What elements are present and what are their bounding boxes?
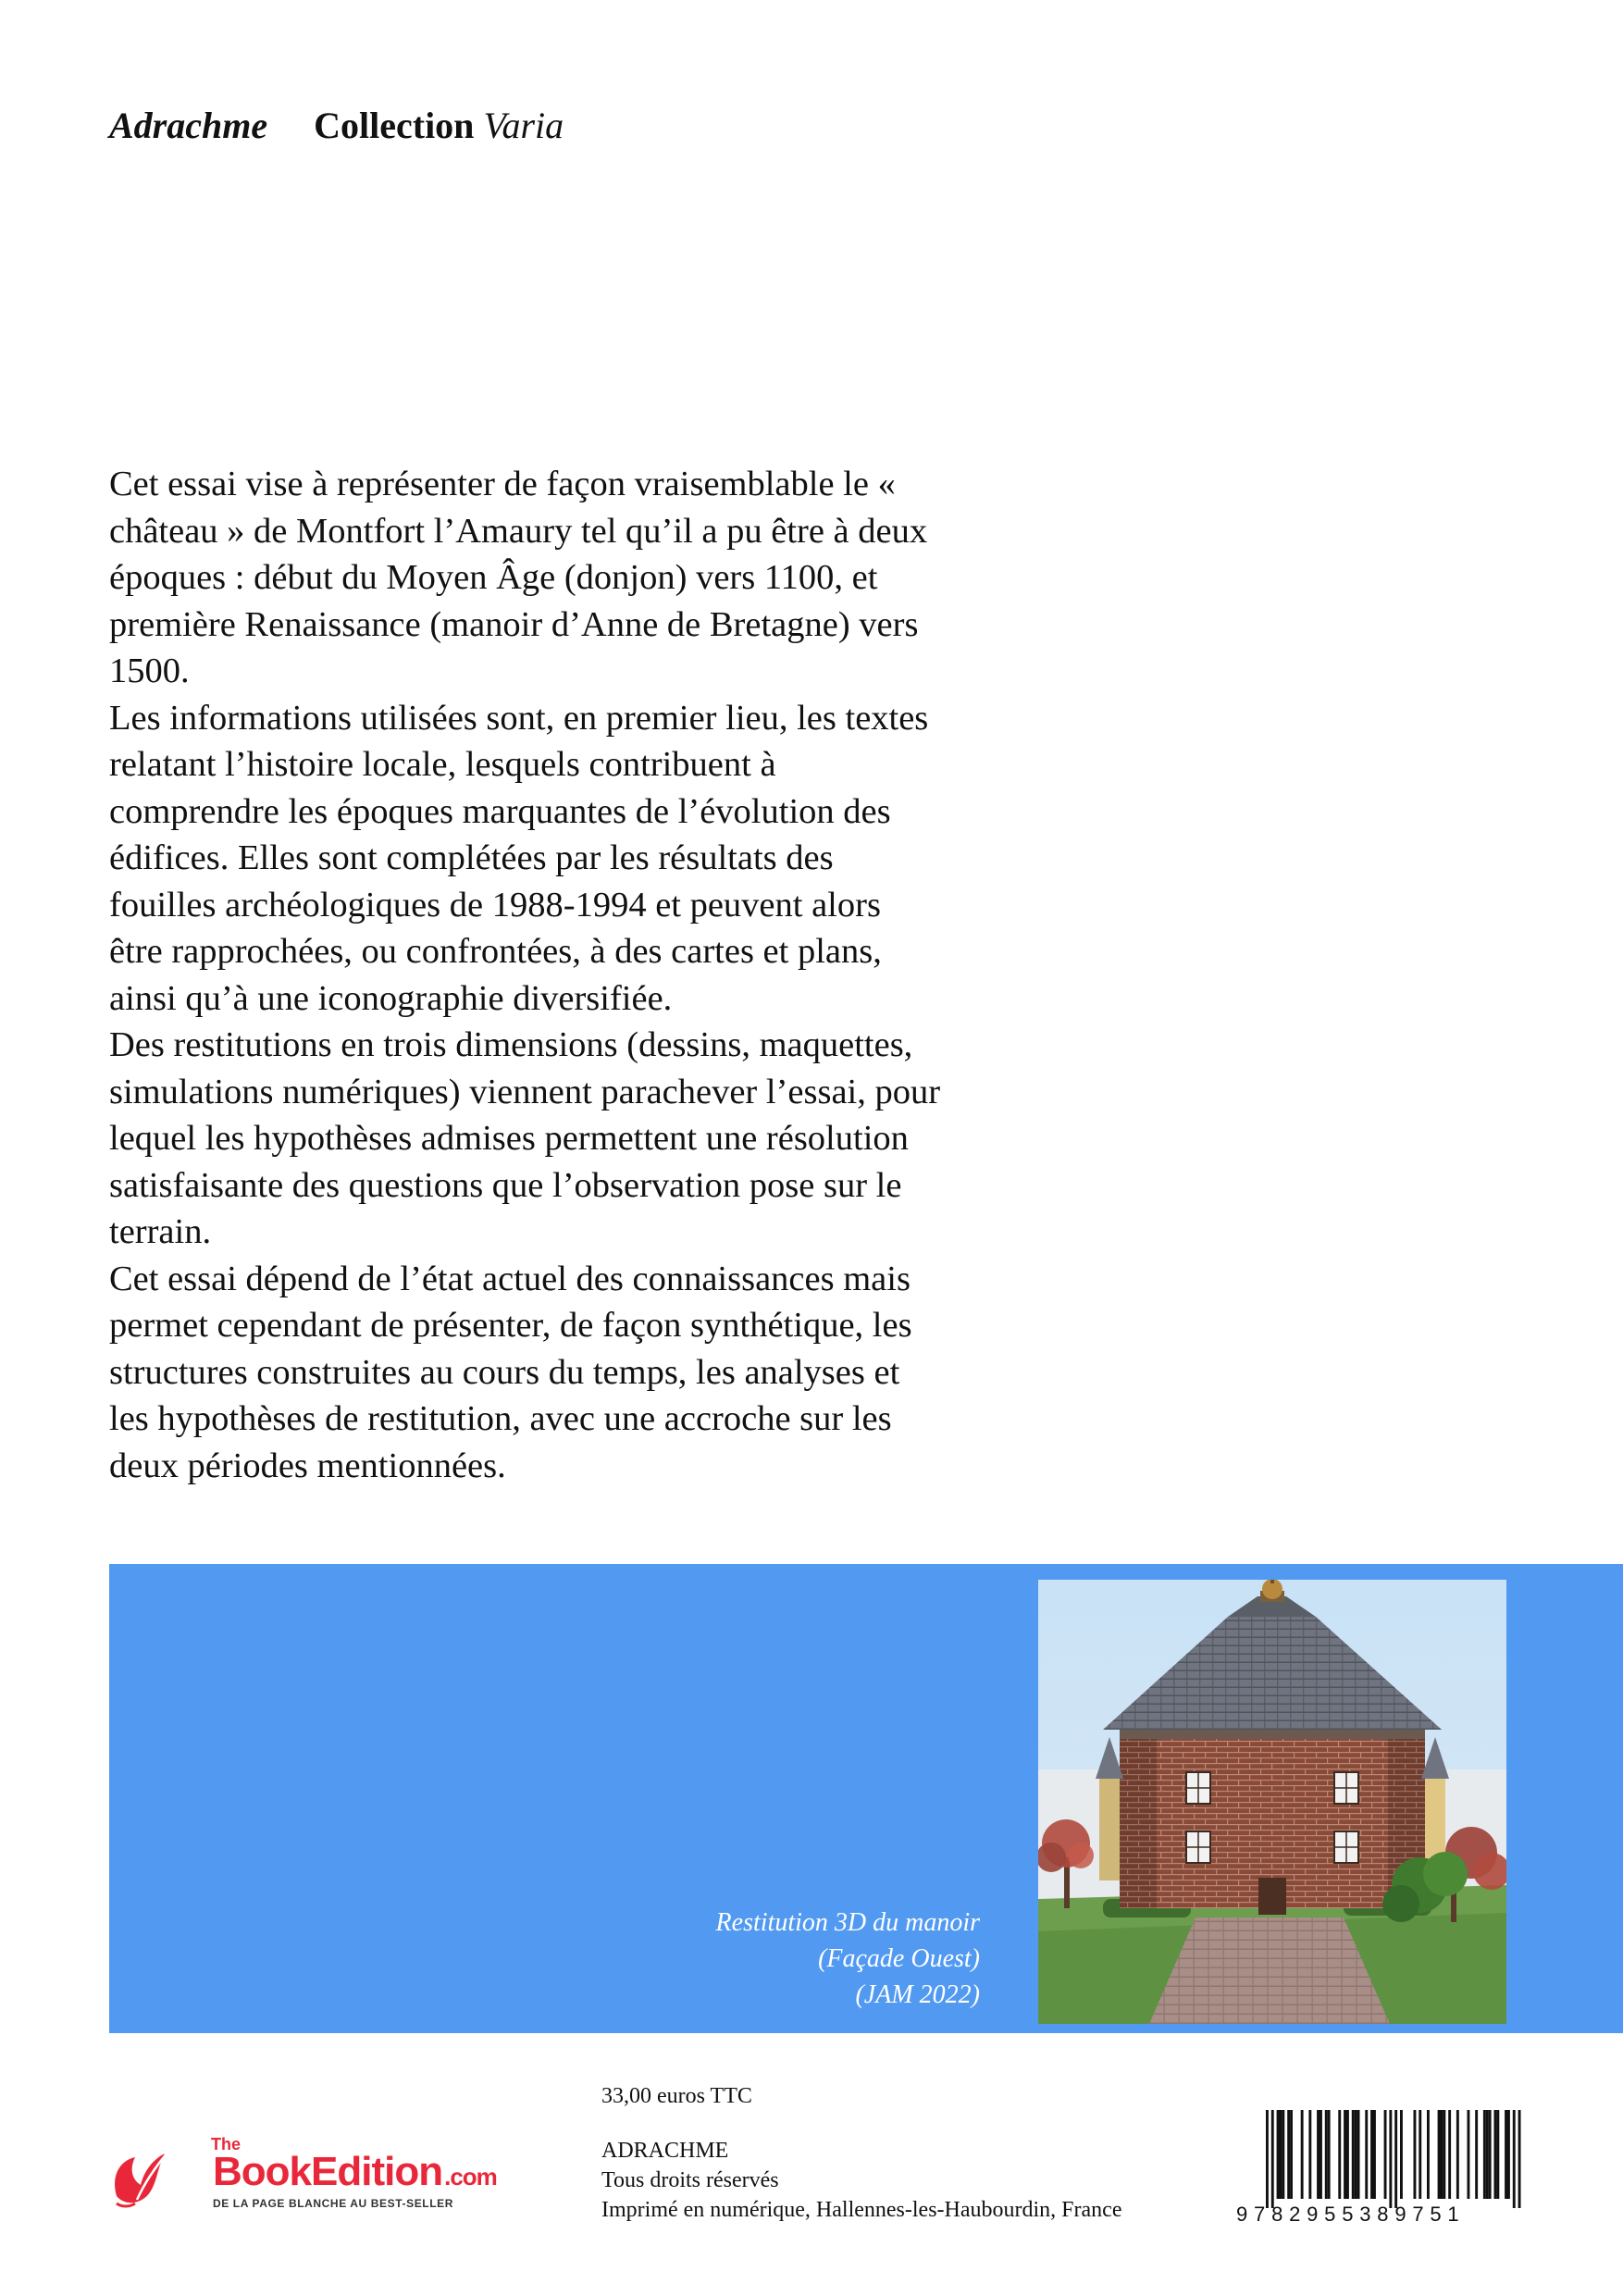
bookedition-logo — [109, 2124, 544, 2216]
logo-brand — [213, 2149, 497, 2194]
barcode-bar — [1513, 2110, 1516, 2208]
logo-brand-com: .com — [444, 2163, 497, 2191]
caption-line: Restitution 3D du manoir — [715, 1908, 980, 1937]
barcode-bar — [1355, 2110, 1357, 2199]
collection-name: Varia — [483, 105, 564, 146]
logo-tagline: DE LA PAGE BLANCHE AU BEST-SELLER — [213, 2197, 454, 2210]
imprint-rights: Tous droits réservés — [601, 2168, 779, 2192]
barcode-bar — [1352, 2110, 1355, 2199]
barcode-bar — [1427, 2110, 1430, 2199]
barcode-bar — [1344, 2110, 1346, 2199]
barcode-bar — [1494, 2110, 1497, 2199]
caption-line: (JAM 2022) — [855, 1980, 980, 2009]
imprint-printer: Imprimé en numérique, Hallennes-les-Haubourdin, France — [601, 2198, 1122, 2222]
barcode-bar — [1507, 2110, 1510, 2199]
barcode-bar — [1290, 2110, 1293, 2199]
barcode-bar — [1468, 2110, 1470, 2199]
barcode-bar — [1308, 2110, 1311, 2199]
barcode-bar — [1456, 2110, 1459, 2199]
barcode-bar — [1438, 2110, 1441, 2199]
barcode-bar — [1317, 2110, 1319, 2199]
logo-the: The — [211, 2135, 242, 2153]
price: 33,00 euros TTC — [601, 2084, 752, 2108]
barcode-bar — [1475, 2110, 1478, 2199]
barcode-bar — [1394, 2110, 1397, 2208]
barcode-bar — [1443, 2110, 1445, 2199]
barcode-bar — [1370, 2110, 1373, 2199]
logo-brand-n: n — [418, 2149, 443, 2194]
quill-icon — [115, 2152, 168, 2206]
barcode-bar — [1266, 2110, 1269, 2208]
blurb-paragraph: Cet essai vise à représenter de façon vraisemblable le « château » de Montfort l’Amaury tel qu’il a pu être à deux époques : début du Moyen Âge (donjon) vers 1100, et première Renaissance (manoir d’Anne de Bretagne) vers 1500. — [109, 465, 928, 690]
imprint-block — [601, 2136, 1121, 2225]
blurb-paragraph: Les informations utilisées sont, en premier lieu, les textes relatant l’histoire locale, lesquels contribuent à comprendre les époques marquantes de l’évolution des édifices. Elles sont complétées par les résultats des fouilles archéologiques de 1988-1994 et peuvent alors être rapprochées, ou confrontées, à des cartes et plans, ainsi qu’à une iconographie diversifiée. — [109, 698, 929, 1018]
barcode-bar — [1365, 2110, 1368, 2199]
barcode-bar — [1489, 2110, 1492, 2199]
barcode-bar — [1271, 2110, 1274, 2208]
illustration-caption — [716, 1905, 980, 2013]
barcode-bar — [1319, 2110, 1322, 2199]
barcode-bar — [1414, 2110, 1417, 2199]
barcode-bar — [1338, 2110, 1341, 2199]
barcode-bar — [1505, 2110, 1507, 2199]
series-header — [109, 100, 564, 152]
barcode-bar — [1518, 2110, 1521, 2208]
barcode-bar — [1357, 2110, 1360, 2199]
back-cover-blurb — [109, 461, 942, 1489]
barcode-bar — [1301, 2110, 1304, 2199]
barcode-bar — [1346, 2110, 1349, 2199]
barcode-bar — [1277, 2110, 1280, 2199]
barcode-bar — [1389, 2110, 1392, 2208]
barcode-bar — [1282, 2110, 1284, 2199]
barcode-bar — [1448, 2110, 1451, 2199]
publisher-name: Adrachme — [109, 105, 268, 146]
barcode-bar — [1325, 2110, 1328, 2199]
barcode-bar — [1483, 2110, 1486, 2199]
imprint-publisher: ADRACHME — [601, 2139, 729, 2163]
barcode-bar — [1486, 2110, 1489, 2199]
logo-brand-book: BookEditi — [213, 2149, 395, 2194]
barcode-digits: 9782955389751 — [1236, 2203, 1466, 2226]
blurb-paragraph: Des restitutions en trois dimensions (dessins, maquettes, simulations numériques) viennent parachever l’essai, pour lequel les hypothèses admises permettent une résolution satisfaisante des questions que l’observation pose sur le terrain. — [109, 1025, 941, 1251]
barcode-bar — [1280, 2110, 1282, 2199]
barcode-bar — [1441, 2110, 1443, 2199]
barcode-bar — [1400, 2110, 1403, 2199]
barcode-bar — [1373, 2110, 1376, 2199]
collection-label: Collection — [314, 105, 475, 146]
manor-3d-render — [1038, 1580, 1506, 2024]
barcode-bar — [1328, 2110, 1331, 2199]
barcode-bar — [1496, 2110, 1499, 2199]
barcode-bar — [1384, 2110, 1387, 2199]
blurb-paragraph: Cet essai dépend de l’état actuel des connaissances mais permet cependant de présenter, de façon synthétique, les structures construites au cours du temps, les analyses et les hypothèses de restitution, avec une accroche sur les deux périodes mentionnées. — [109, 1259, 912, 1485]
caption-line: (Façade Ouest) — [818, 1944, 980, 1973]
barcode-bar — [1287, 2110, 1290, 2199]
logo-brand-o: o — [394, 2149, 419, 2194]
barcode-bar — [1419, 2110, 1421, 2199]
